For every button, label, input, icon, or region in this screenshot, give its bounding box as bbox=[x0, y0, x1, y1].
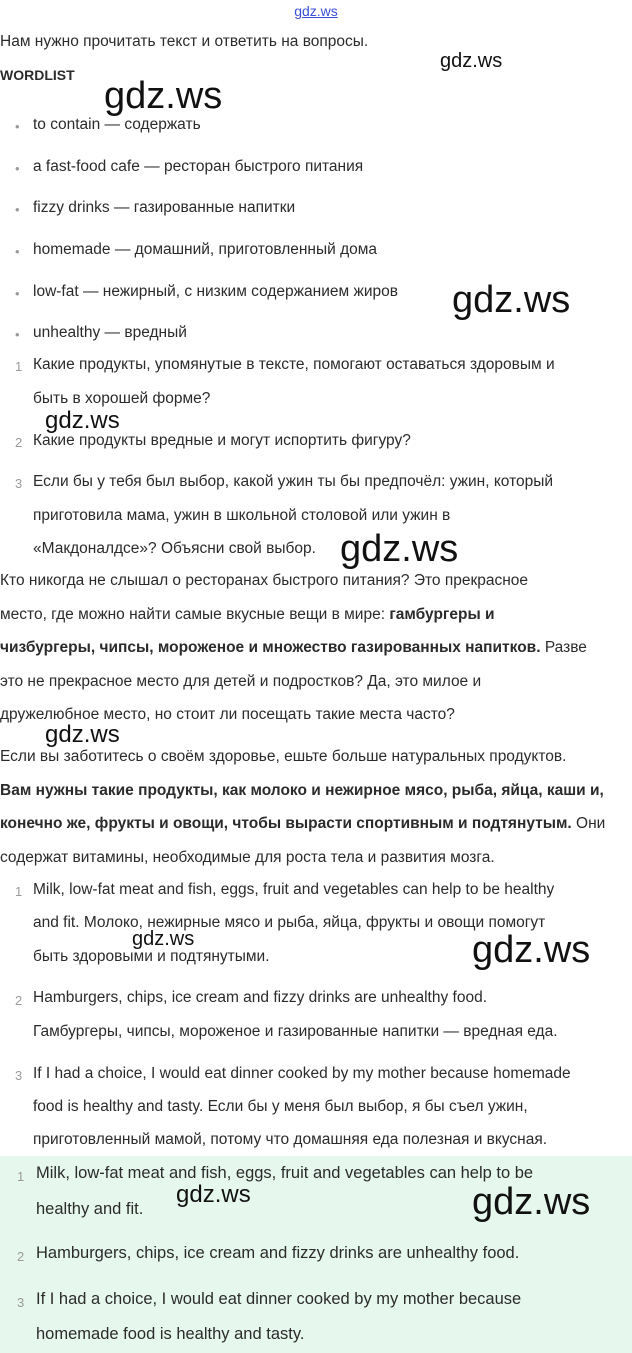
watermark: gdz.ws bbox=[45, 407, 120, 434]
wordlist-title: WORDLIST bbox=[0, 67, 75, 83]
question-line: Если бы у тебя был выбор, какой ужин ты бы предпочёл: ужин, который bbox=[33, 473, 554, 490]
watermark: gdz.ws bbox=[132, 928, 195, 950]
paragraph-line: Если вы заботитесь о своём здоровье, ешьте больше натуральных продуктов. bbox=[0, 748, 567, 765]
final-answer-number: 1 bbox=[17, 1169, 25, 1184]
question-line: Какие продукты вредные и могут испортить фигуру? bbox=[33, 432, 411, 449]
question-line: приготовила мама, ужин в школьной столовой или ужин в bbox=[33, 507, 451, 524]
final-answer-line: homemade food is healthy and tasty. bbox=[36, 1325, 305, 1343]
question-number: 3 bbox=[15, 476, 23, 491]
answer-line: Milk, low-fat meat and fish, eggs, fruit and vegetables can help to be healthy bbox=[33, 881, 555, 898]
final-answer-number: 3 bbox=[17, 1295, 25, 1310]
watermark: gdz.ws bbox=[472, 929, 591, 971]
bullet-icon: • bbox=[15, 202, 20, 217]
answer-line: приготовленный мамой, потому что домашняя еда полезная и вкусная. bbox=[33, 1131, 548, 1148]
wordlist-item: unhealthy — вредный bbox=[33, 324, 187, 341]
paragraph-line bbox=[0, 639, 587, 657]
answer-line: If I had a choice, I would eat dinner cooked by my mother because homemade bbox=[33, 1065, 571, 1082]
watermark: gdz.ws bbox=[176, 1181, 251, 1208]
answer-line: быть здоровыми и подтянутыми. bbox=[33, 948, 270, 965]
wordlist-item: low-fat — нежирный, с низким содержанием жиров bbox=[33, 283, 398, 300]
question-number: 2 bbox=[15, 435, 23, 450]
intro-text: Нам нужно прочитать текст и ответить на вопросы. bbox=[0, 33, 369, 50]
bullet-icon: • bbox=[15, 244, 20, 259]
watermark: gdz.ws bbox=[472, 1181, 591, 1223]
bullet-icon: • bbox=[15, 119, 20, 134]
question-line: быть в хорошей форме? bbox=[33, 390, 211, 407]
final-answer-line: Hamburgers, chips, ice cream and fizzy drinks are unhealthy food. bbox=[36, 1244, 520, 1262]
wordlist-item: fizzy drinks — газированные напитки bbox=[33, 199, 296, 216]
answer-number: 3 bbox=[15, 1068, 23, 1083]
wordlist-item: homemade — домашний, приготовленный дома bbox=[33, 241, 378, 258]
answer-line: food is healthy and tasty. Если бы у меня был выбор, я бы съел ужин, bbox=[33, 1098, 528, 1115]
answer-number: 2 bbox=[15, 993, 23, 1008]
paragraph-bold-text: чизбургеры, чипсы, мороженое и множество газированных напитков. bbox=[0, 639, 541, 656]
bullet-icon: • bbox=[15, 161, 20, 176]
watermark: gdz.ws bbox=[452, 279, 571, 321]
watermark: gdz.ws bbox=[104, 75, 223, 117]
paragraph-line: Кто никогда не слышал о ресторанах быстрого питания? Это прекрасное bbox=[0, 572, 529, 589]
wordlist-item: to contain — содержать bbox=[33, 116, 201, 133]
paragraph-text: место, где можно найти самые вкусные вещи в мире: bbox=[0, 606, 390, 623]
paragraph-bold-text: конечно же, фрукты и овощи, чтобы вырасти спортивным и подтянутым. bbox=[0, 815, 572, 832]
header-link[interactable]: gdz.ws bbox=[294, 3, 338, 19]
wordlist-item: a fast-food cafe — ресторан быстрого питания bbox=[33, 158, 364, 175]
paragraph-line: содержат витамины, необходимые для роста тела и развития мозга. bbox=[0, 849, 495, 866]
final-answer-line: healthy and fit. bbox=[36, 1200, 144, 1218]
paragraph-line bbox=[0, 606, 495, 624]
answer-line: and fit. Молоко, нежирные мясо и рыба, яйца, фрукты и овощи помогут bbox=[33, 914, 546, 931]
answer-line: Hamburgers, chips, ice cream and fizzy drinks are unhealthy food. bbox=[33, 989, 488, 1006]
final-answer-number: 2 bbox=[17, 1249, 25, 1264]
watermark: gdz.ws bbox=[440, 50, 503, 72]
paragraph-line bbox=[0, 815, 605, 833]
paragraph-bold-line: Вам нужны такие продукты, как молоко и нежирное мясо, рыба, яйца, каши и, bbox=[0, 782, 604, 799]
paragraph-text: Разве bbox=[540, 639, 587, 656]
bullet-icon: • bbox=[15, 327, 20, 342]
paragraph-text: Они bbox=[571, 815, 606, 832]
answer-number: 1 bbox=[15, 884, 23, 899]
question-line: Какие продукты, упомянутые в тексте, помогают оставаться здоровым и bbox=[33, 356, 555, 373]
watermark: gdz.ws bbox=[45, 721, 120, 748]
final-answer-line: Milk, low-fat meat and fish, eggs, fruit and vegetables can help to be bbox=[36, 1164, 534, 1182]
paragraph-line: это не прекрасное место для детей и подростков? Да, это милое и bbox=[0, 673, 482, 690]
bullet-icon: • bbox=[15, 286, 20, 301]
watermark: gdz.ws bbox=[340, 528, 459, 570]
final-answer-line: If I had a choice, I would eat dinner cooked by my mother because bbox=[36, 1290, 522, 1308]
paragraph-bold-text: гамбургеры и bbox=[389, 606, 495, 623]
question-number: 1 bbox=[15, 359, 23, 374]
paragraph-line: дружелюбное место, но стоит ли посещать такие места часто? bbox=[0, 706, 455, 723]
answer-line: Гамбургеры, чипсы, мороженое и газированные напитки — вредная еда. bbox=[33, 1023, 558, 1040]
question-line: «Макдоналдсе»? Объясни свой выбор. bbox=[33, 540, 316, 557]
